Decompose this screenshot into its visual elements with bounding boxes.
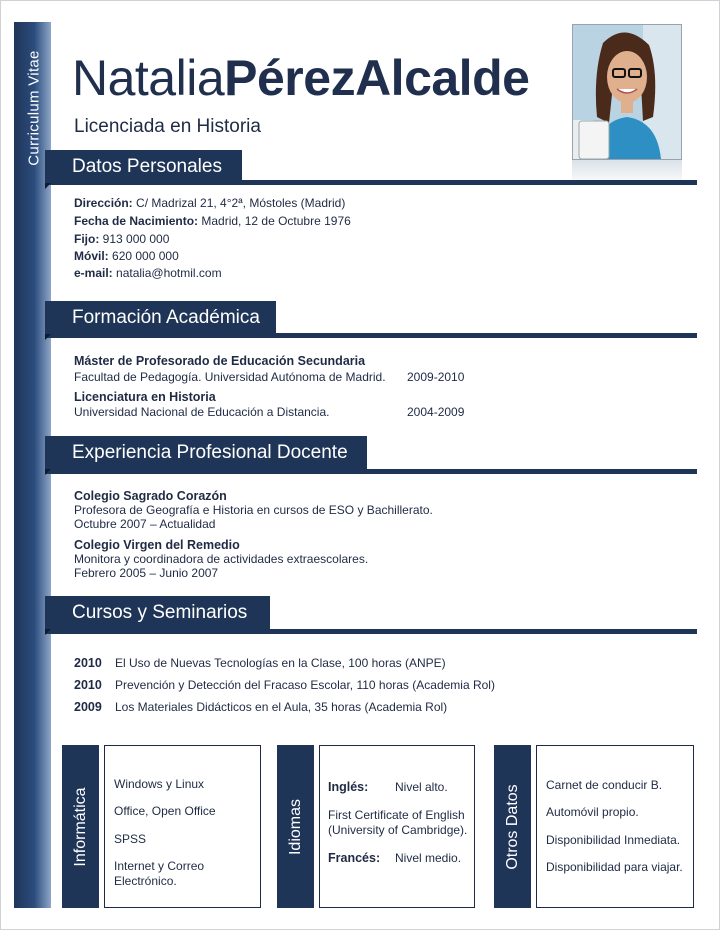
job-title: Licenciada en Historia xyxy=(74,116,261,137)
language-label: Francés: xyxy=(328,851,381,865)
field-label: e-mail: xyxy=(74,266,113,280)
box-informatica-title: Informática xyxy=(71,786,89,867)
box-otros xyxy=(536,745,694,908)
box-informatica-tab xyxy=(62,745,99,908)
language-level: Nivel medio. xyxy=(395,851,462,865)
field-label: Fecha de Nacimiento: xyxy=(74,214,199,228)
portrait-icon xyxy=(573,25,681,159)
section-rule xyxy=(45,629,697,634)
last-name: PérezAlcalde xyxy=(224,50,530,106)
section-rule xyxy=(45,469,697,474)
box-otros-title: Otros Datos xyxy=(503,783,521,870)
course-name: Los Materiales Didácticos en el Aula, 35 horas (Academia Rol) xyxy=(115,700,448,714)
mobile-row xyxy=(74,249,179,263)
other-item: Carnet de conducir B. xyxy=(546,778,663,792)
address-row xyxy=(74,196,345,210)
section-experience-title: Experiencia Profesional Docente xyxy=(45,436,367,469)
other-item: Disponibilidad para viajar. xyxy=(546,860,683,874)
job-period: Febrero 2005 – Junio 2007 xyxy=(74,566,219,580)
degree-dates: 2009-2010 xyxy=(407,370,465,384)
degree-dates: 2004-2009 xyxy=(407,405,465,419)
side-label: Curriculum Vitae xyxy=(25,50,43,166)
field-value: C/ Madrizal 21, 4°2ª, Móstoles (Madrid) xyxy=(136,196,346,210)
field-label: Móvil: xyxy=(74,249,109,263)
field-value: 913 000 000 xyxy=(102,232,170,246)
phone-row xyxy=(74,232,169,246)
field-label: Fijo: xyxy=(74,232,100,246)
other-item: Automóvil propio. xyxy=(546,805,639,819)
field-value: Madrid, 12 de Octubre 1976 xyxy=(201,214,351,228)
section-courses-title: Cursos y Seminarios xyxy=(45,596,270,629)
course-year: 2009 xyxy=(74,700,102,714)
birth-row xyxy=(74,214,351,228)
field-value: natalia@hotmil.com xyxy=(116,266,222,280)
skill-item: SPSS xyxy=(114,832,147,846)
course-year: 2010 xyxy=(74,678,102,692)
box-otros-tab xyxy=(494,745,531,908)
degree-institution: Facultad de Pedagogía. Universidad Autónoma de Madrid. xyxy=(74,370,386,384)
job-role: Monitora y coordinadora de actividades extraescolares. xyxy=(74,552,369,566)
email-row xyxy=(74,266,222,280)
language-certificate: First Certificate of English (University of Cambridge). xyxy=(328,808,468,837)
skill-item: Office, Open Office xyxy=(114,804,216,818)
employer-name: Colegio Virgen del Remedio xyxy=(74,538,240,552)
degree-title: Licenciatura en Historia xyxy=(74,390,216,404)
field-label: Dirección: xyxy=(74,196,133,210)
degree-institution: Universidad Nacional de Educación a Distancia. xyxy=(74,405,330,419)
skill-item: Windows y Linux xyxy=(114,777,205,791)
first-name: Natalia xyxy=(72,50,225,106)
language-label: Inglés: xyxy=(328,780,369,794)
degree-title: Máster de Profesorado de Educación Secundaria xyxy=(74,354,366,368)
section-education-title: Formación Académica xyxy=(45,301,276,334)
employer-name: Colegio Sagrado Corazón xyxy=(74,489,227,503)
course-name: El Uso de Nuevas Tecnologías en la Clase, 100 horas (ANPE) xyxy=(115,656,446,670)
box-informatica xyxy=(104,745,261,908)
field-value: 620 000 000 xyxy=(112,249,179,263)
other-item: Disponibilidad Inmediata. xyxy=(546,833,681,847)
course-name: Prevención y Detección del Fracaso Escolar, 110 horas (Academia Rol) xyxy=(115,678,495,692)
box-idiomas-tab xyxy=(277,745,314,908)
box-idiomas xyxy=(319,745,475,908)
profile-photo xyxy=(572,24,682,160)
skill-item: Internet y Correo Electrónico. xyxy=(114,859,205,888)
job-period: Octubre 2007 – Actualidad xyxy=(74,517,216,531)
course-year: 2010 xyxy=(74,656,102,670)
language-level: Nivel alto. xyxy=(395,780,448,794)
section-personal-title: Datos Personales xyxy=(45,150,242,183)
box-idiomas-title: Idiomas xyxy=(286,798,304,855)
job-role: Profesora de Geografía e Historia en cursos de ESO y Bachillerato. xyxy=(74,503,433,517)
full-name xyxy=(72,48,529,108)
